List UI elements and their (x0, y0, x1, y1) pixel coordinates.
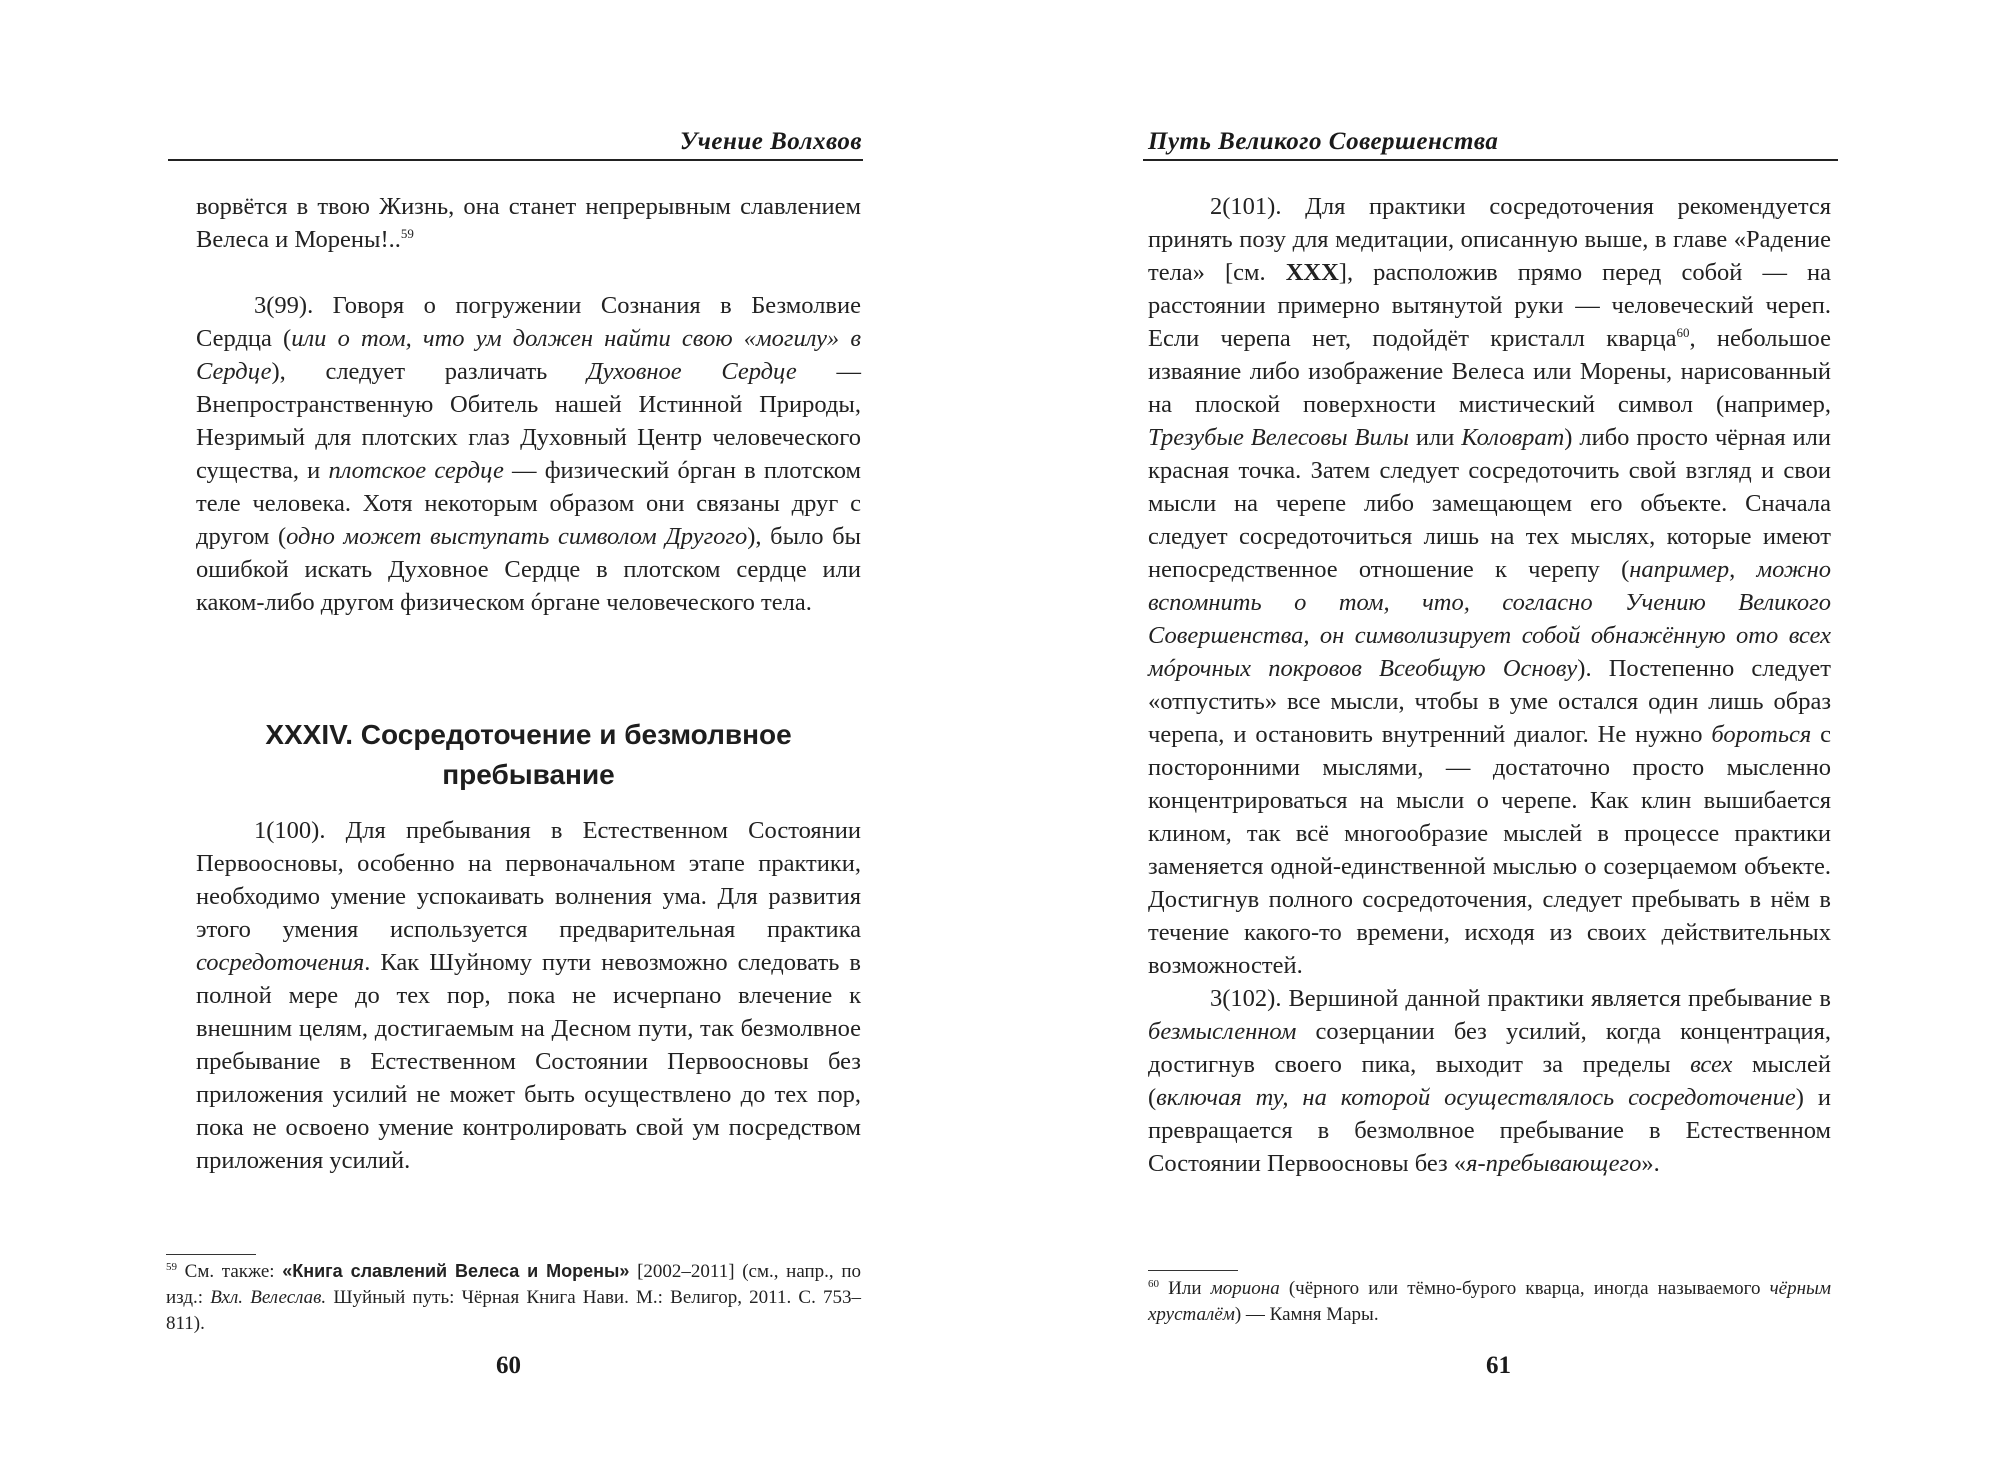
p102-text-5: ». (1641, 1150, 1660, 1177)
p100-text-2: . Как Шуйному пути невозможно следовать в полной мере до тех пор, пока не исчерпано влечение к внешним целям, достигаемым на Десном пути, так безмолвное пребывание в Естественном Состоянии Первоосновы без приложения усилий не может быть осуществлено до тех пор, пока не освоено умение контролировать свой ум посредством приложения усилий. (196, 949, 861, 1174)
p99-text-3: — Внепространственную Обитель нашей Истинной Природы, Незримый для плотских глаз Духовный Центр человеческого существа, и (196, 358, 861, 484)
p99-italic-2: Духовное Сердце (587, 358, 797, 385)
footnote-rule-left (166, 1254, 256, 1255)
continuation-text: ворвётся в твою Жизнь, она станет непрерывным славлением Велеса и Морены!.. (196, 193, 861, 253)
running-head-left: Учение Волхвов (679, 128, 862, 155)
footnote-ref-60[interactable]: 60 (1676, 325, 1690, 340)
p100-text-1: 1(100). Для пребывания в Естественном Состоянии Первоосновы, особенно на первоначальном этапе практики, необходимо умение успокаивать волнения ума. Для развития этого умения используется предварительная практика (196, 817, 861, 943)
p102-italic-2: всех (1690, 1051, 1733, 1078)
p102-italic-1: безмысленном (1148, 1018, 1297, 1045)
footnote-59-number: 59 (166, 1261, 177, 1273)
footnote-60-number: 60 (1148, 1278, 1159, 1290)
p100-italic-1: сосредоточения (196, 949, 365, 976)
fn60-text-3: ) — Камня Мары. (1234, 1304, 1379, 1325)
paragraph-100 (196, 814, 861, 1177)
page-number-right: 61 (1486, 1352, 1511, 1379)
fn59-bold-title: «Книга славлений Велеса и Морены» (282, 1261, 630, 1281)
p99-text-1: 3(99). Говоря о погружении Сознания в Безмолвие Сердца ( (196, 292, 861, 352)
footnote-59 (166, 1258, 861, 1337)
p101-text-5: ) либо просто чёрная или красная точка. Затем следует сосредоточить свой взгляд и свои мысли на черепе либо замещающем его объекте. Сначала следует сосредоточиться лишь на тех мыслях, которые имеют непосредственное отношение к черепу ( (1148, 424, 1831, 583)
fn60-text-2: (чёрного или тёмно-бурого кварца, иногда называемого (1279, 1278, 1770, 1299)
fn59-text-2: [2002–2011] (см., напр., по изд.: (166, 1261, 862, 1308)
footnote-rule-right (1148, 1270, 1238, 1271)
p99-italic-4: одно может выступать символом Другого (286, 523, 748, 550)
p101-bold-ref[interactable]: XXX (1285, 259, 1339, 286)
footnote-ref-59[interactable]: 59 (400, 226, 414, 241)
chapter-heading: XXXIV. Сосредоточение и безмолвное пребывание (265, 719, 792, 790)
p99-italic-1: или о том, что ум должен найти свою «могилу» в Сердце (196, 325, 861, 385)
fn60-text-1: Или (1159, 1278, 1211, 1299)
page-number-left: 60 (496, 1352, 521, 1379)
p102-italic-3: включая ту, на которой осуществлялось сосредоточение (1156, 1084, 1796, 1111)
p102-text-4: ) и превращается в безмолвное пребывание в Естественном Состоянии Первоосновы без « (1148, 1084, 1831, 1177)
p101-text-6: ). Постепенно следует «отпустить» все мысли, чтобы в уме остался один лишь образ черепа, и остановить внутренний диалог. Не нужно (1148, 655, 1831, 748)
p101-italic-4: бороться (1711, 721, 1812, 748)
running-head-right: Путь Великого Совершенства (1148, 128, 1499, 155)
p99-text-5: ), было бы ошибкой искать Духовное Сердце в плотском сердце или каком-либо другом физическом óргане человеческого тела. (196, 523, 862, 616)
paragraph-99 (196, 289, 861, 619)
p101-italic-1: Трезубые Велесовы Вилы (1148, 424, 1409, 451)
fn59-text-3: Шуйный путь: Чёрная Книга Нави. М.: Велигор, 2011. С. 753–811). (166, 1287, 862, 1334)
footnote-60 (1148, 1276, 1831, 1328)
p101-text-2: ], расположив прямо перед собой — на расстоянии примерно вытянутой руки — человеческий череп. Если черепа нет, подойдёт кристалл кварца (1148, 259, 1831, 352)
fn60-italic-1: мориона (1210, 1278, 1280, 1299)
paragraph-101 (1148, 190, 1831, 1180)
header-rule-left (168, 159, 863, 161)
fn59-text-1: См. также: (177, 1261, 283, 1282)
p99-text-2: ), следует различать (271, 358, 588, 385)
header-rule-right (1143, 159, 1838, 161)
p102-text-1: 3(102). Вершиной данной практики является пребывание в (1210, 985, 1831, 1012)
fn60-italic-2: чёрным хрусталём (1148, 1278, 1831, 1325)
p99-italic-3: плотское сердце (328, 457, 504, 484)
continuation-paragraph (196, 190, 861, 256)
p102-text-3: мыслей ( (1148, 1051, 1831, 1111)
p101-text-1: 2(101). Для практики сосредоточения рекомендуется принять позу для медитации, описанную выше, в главе «Радение тела» [см. (1148, 193, 1831, 286)
p102-text-2: созерцании без усилий, когда концентрация, достигнув своего пика, выходит за пределы (1148, 1018, 1831, 1078)
p102-italic-4: я-пребывающего (1466, 1150, 1642, 1177)
p101-text-3: , небольшое изваяние либо изображение Велеса или Морены, нарисованный на плоской поверхности мистический символ (например, (1148, 325, 1831, 418)
p101-text-4: или (1408, 424, 1462, 451)
p101-italic-3: например, можно вспомнить о том, что, согласно Учению Великого Совершенства, он символизирует собой обнажённую ото всех мóрочных покровов Всеобщую Основу (1148, 556, 1831, 682)
fn59-italic-author: Вхл. Велеслав. (210, 1287, 327, 1308)
p101-italic-2: Коловрат (1461, 424, 1565, 451)
p99-text-4: — физический óрган в плотском теле человека. Хотя некоторым образом они связаны друг с другом ( (196, 457, 862, 550)
right-page (1000, 0, 2000, 1484)
p101-text-7: с посторонними мыслями, — достаточно просто мысленно концентрироваться на мысли о черепе. Как клин вышибается клином, так всё многообразие мыслей в процессе практики заменяется одной-единственной мыслью о созерцаемом объекте. Достигнув полного сосредоточения, следует пребывать в нём в течение какого-то времени, исходя из своих действительных возможностей. (1148, 721, 1832, 979)
